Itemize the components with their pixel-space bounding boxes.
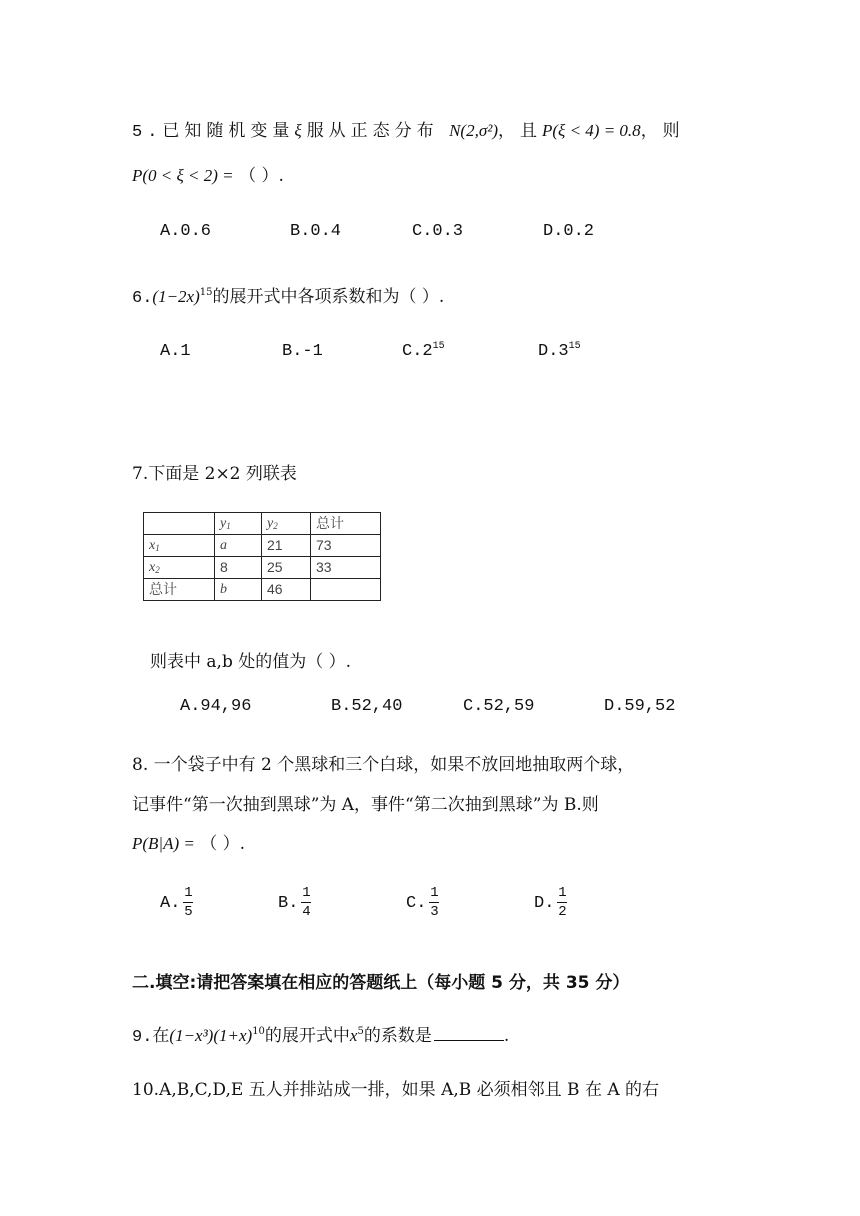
fraction: $\frac{1}{2}$ bbox=[558, 885, 567, 920]
q9-suffix: 的系数是 bbox=[363, 1026, 432, 1046]
q8-expr: P(B|A) = bbox=[132, 834, 195, 853]
q6-option-a: A.1 bbox=[160, 342, 191, 361]
table-row bbox=[144, 535, 381, 557]
q6-option-b: B.-1 bbox=[282, 342, 323, 361]
q6-prefix: 6. bbox=[132, 289, 153, 308]
q5-prefix: 5.已知随机变量 bbox=[132, 123, 295, 142]
table-cell: $y_2$ bbox=[262, 513, 311, 535]
q9-prefix: 9.在 bbox=[132, 1028, 170, 1047]
table-cell: a bbox=[215, 535, 262, 557]
q9-expr: (1−x³)(1+x) bbox=[169, 1026, 253, 1045]
table-cell: 总计 bbox=[311, 513, 381, 535]
q7-question: 则表中 a,b 处的值为（ ）. bbox=[150, 652, 352, 672]
q5-option-c: C.0.3 bbox=[412, 222, 464, 241]
table-cell: 73 bbox=[311, 535, 381, 557]
q5-option-d: D.0.2 bbox=[543, 222, 595, 241]
table-row bbox=[144, 579, 381, 601]
contingency-table bbox=[143, 512, 381, 601]
fraction: $\frac{1}{4}$ bbox=[302, 885, 311, 920]
q7-option-c: C.52,59 bbox=[463, 697, 535, 716]
q8-line3 bbox=[132, 829, 245, 854]
q9-mid: 的展开式中 bbox=[264, 1026, 350, 1046]
q5-cond: P(ξ < 4) = 0.8 bbox=[542, 121, 641, 140]
section-heading: 二.填空:请把答案填在相应的答题纸上（每小题 5 分，共 35 分） bbox=[132, 973, 630, 993]
q6-expr: (1−2x) bbox=[152, 287, 200, 306]
q5-dist: N(2,σ²) bbox=[449, 121, 498, 140]
q6-exp: 15 bbox=[199, 287, 213, 298]
table-cell: b bbox=[215, 579, 262, 601]
fraction: $\frac{1}{3}$ bbox=[430, 885, 439, 920]
q8-option-c: C. $\frac{1}{3}$ bbox=[406, 885, 439, 920]
table-cell: 46 bbox=[262, 579, 311, 601]
q5-mid: 服从正态分布 bbox=[306, 121, 439, 141]
q5-line1 bbox=[132, 116, 685, 142]
q8-line1: 8. 一个袋子中有 2 个黑球和三个白球，如果不放回地抽取两个球， bbox=[132, 755, 635, 775]
q10-line1: 10.A,B,C,D,E 五人并排站成一排，如果 A,B 必须相邻且 B 在 A 的右 bbox=[132, 1080, 660, 1100]
q9-exp: 10 bbox=[252, 1026, 265, 1037]
table-cell: 8 bbox=[215, 557, 262, 579]
table-cell: $x_1$ bbox=[144, 535, 215, 557]
q5-option-a: A.0.6 bbox=[160, 222, 212, 241]
q7-option-d: D.59,52 bbox=[604, 697, 676, 716]
table-row bbox=[144, 513, 381, 535]
q5-cond-pre: ，且 bbox=[498, 121, 542, 141]
q6-text: 的展开式中各项系数和为（ ）. bbox=[212, 287, 445, 307]
q7-title: 7.下面是 2×2 列联表 bbox=[132, 464, 297, 484]
q9-term: x bbox=[349, 1026, 358, 1045]
q9-end: . bbox=[503, 1026, 510, 1046]
q7-option-b: B.52,40 bbox=[331, 697, 403, 716]
table-cell: 总计 bbox=[144, 579, 215, 601]
q6-option-c: $C.2^{15}$ bbox=[402, 341, 445, 361]
q8-option-b: B. $\frac{1}{4}$ bbox=[278, 885, 311, 920]
q5-xi: ξ bbox=[294, 121, 307, 140]
table-cell bbox=[144, 513, 215, 535]
table-cell: $y_1$ bbox=[215, 513, 262, 535]
table-cell: 33 bbox=[311, 557, 381, 579]
fraction: $\frac{1}{5}$ bbox=[184, 885, 193, 920]
q7-option-a: A.94,96 bbox=[180, 697, 252, 716]
q6-option-d: $D.3^{15}$ bbox=[538, 341, 581, 361]
q9-line bbox=[132, 1021, 509, 1047]
table-cell: $x_2$ bbox=[144, 557, 215, 579]
q9-term-exp: 5 bbox=[357, 1026, 364, 1037]
q6-line bbox=[132, 282, 444, 308]
table-cell: 21 bbox=[262, 535, 311, 557]
q8-option-a: A. $\frac{1}{5}$ bbox=[160, 885, 193, 920]
q6-option-c-exp: 15 bbox=[432, 341, 445, 352]
answer-blank bbox=[434, 1026, 504, 1041]
q8-paren: （ ）. bbox=[200, 834, 246, 854]
table-row bbox=[144, 557, 381, 579]
q5-line2-paren: （ ）. bbox=[239, 166, 284, 186]
table-cell bbox=[311, 579, 381, 601]
table-cell: 25 bbox=[262, 557, 311, 579]
q6-option-d-exp: 15 bbox=[568, 341, 581, 352]
q5-cond-post: ，则 bbox=[640, 121, 685, 141]
q8-line2: 记事件“第一次抽到黑球”为 A，事件“第二次抽到黑球”为 B.则 bbox=[132, 795, 599, 815]
q5-line2 bbox=[132, 161, 284, 186]
q8-option-d: D. $\frac{1}{2}$ bbox=[534, 885, 567, 920]
q5-option-b: B.0.4 bbox=[290, 222, 342, 241]
q5-line2-expr: P(0 < ξ < 2) = bbox=[132, 166, 234, 185]
